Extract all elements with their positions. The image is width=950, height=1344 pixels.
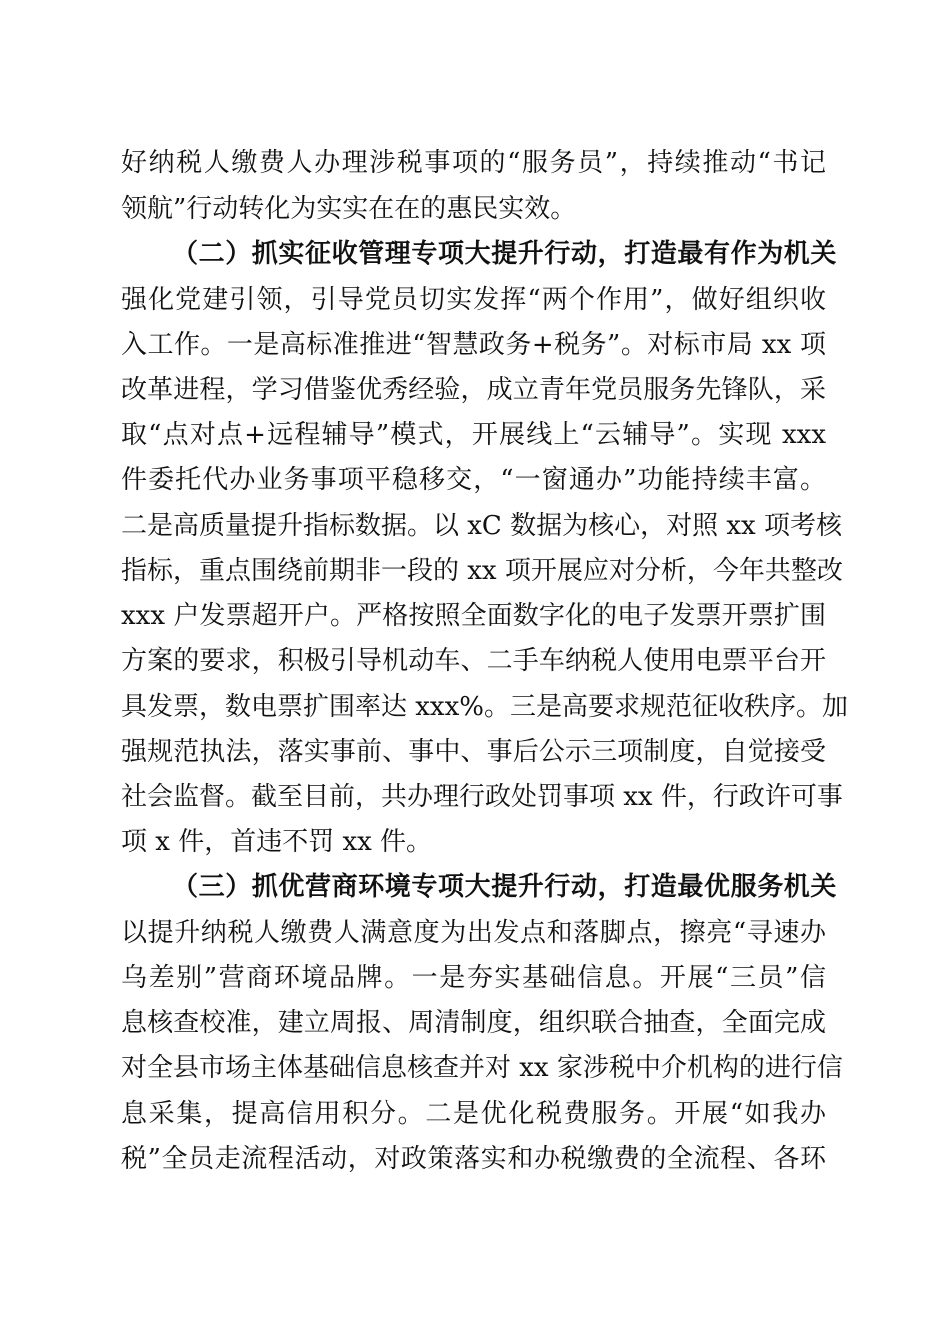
paragraph-line: 改革进程，学习借鉴优秀经验，成立青年党员服务先锋队，采 (121, 375, 826, 405)
paragraph-line: 强化党建引领，引导党员切实发挥“两个作用”，做好组织收 (121, 285, 826, 315)
paragraph-line: 强规范执法，落实事前、事中、事后公示三项制度，自觉接受 (121, 737, 826, 767)
paragraph-line: 方案的要求，积极引导机动车、二手车纳税人使用电票平台开 (121, 646, 826, 676)
paragraph-line: xxx 户发票超开户。严格按照全面数字化的电子发票开票扩围 (121, 601, 826, 631)
paragraph-line: 社会监督。截至目前，共办理行政处罚事项 xx 件，行政许可事 (121, 782, 843, 812)
paragraph-line: 二是高质量提升指标数据。以 xC 数据为核心，对照 xx 项考核 (121, 511, 842, 541)
paragraph-line: 指标，重点围绕前期非一段的 xx 项开展应对分析，今年共整改 (121, 556, 843, 586)
paragraph-line: 件委托代办业务事项平稳移交，“一窗通办”功能持续丰富。 (121, 465, 826, 495)
paragraph-line: 好纳税人缴费人办理涉税事项的“服务员”，持续推动“书记 (121, 148, 826, 178)
paragraph-line: 对全县市场主体基础信息核查并对 xx 家涉税中介机构的进行信 (121, 1053, 843, 1083)
paragraph-line: 以提升纳税人缴费人满意度为出发点和落脚点，擦亮“寻速办 (121, 918, 826, 948)
paragraph-line: 入工作。一是高标准推进“智慧政务+税务”。对标市局 xx 项 (121, 330, 826, 360)
paragraph-line: 取“点对点+远程辅导”模式，开展线上“云辅导”。实现 xxx (121, 420, 826, 450)
paragraph-line: 项 x 件，首违不罚 xx 件。 (121, 827, 433, 857)
paragraph-line: 领航”行动转化为实实在在的惠民实效。 (121, 194, 577, 224)
paragraph-line: 乌差别”营商环境品牌。一是夯实基础信息。开展“三员”信 (121, 963, 826, 993)
section-heading-3: （三）抓优营商环境专项大提升行动，打造最优服务机关 (172, 872, 838, 902)
paragraph-line: 税”全员走流程活动，对政策落实和办税缴费的全流程、各环 (121, 1144, 826, 1174)
section-heading-2: （二）抓实征收管理专项大提升行动，打造最有作为机关 (172, 239, 838, 269)
paragraph-line: 息核查校准，建立周报、周清制度，组织联合抽查，全面完成 (121, 1008, 826, 1038)
paragraph-line: 具发票，数电票扩围率达 xxx%。三是高要求规范征收秩序。加 (121, 692, 848, 722)
paragraph-line: 息采集，提高信用积分。二是优化税费服务。开展“如我办 (121, 1099, 826, 1129)
